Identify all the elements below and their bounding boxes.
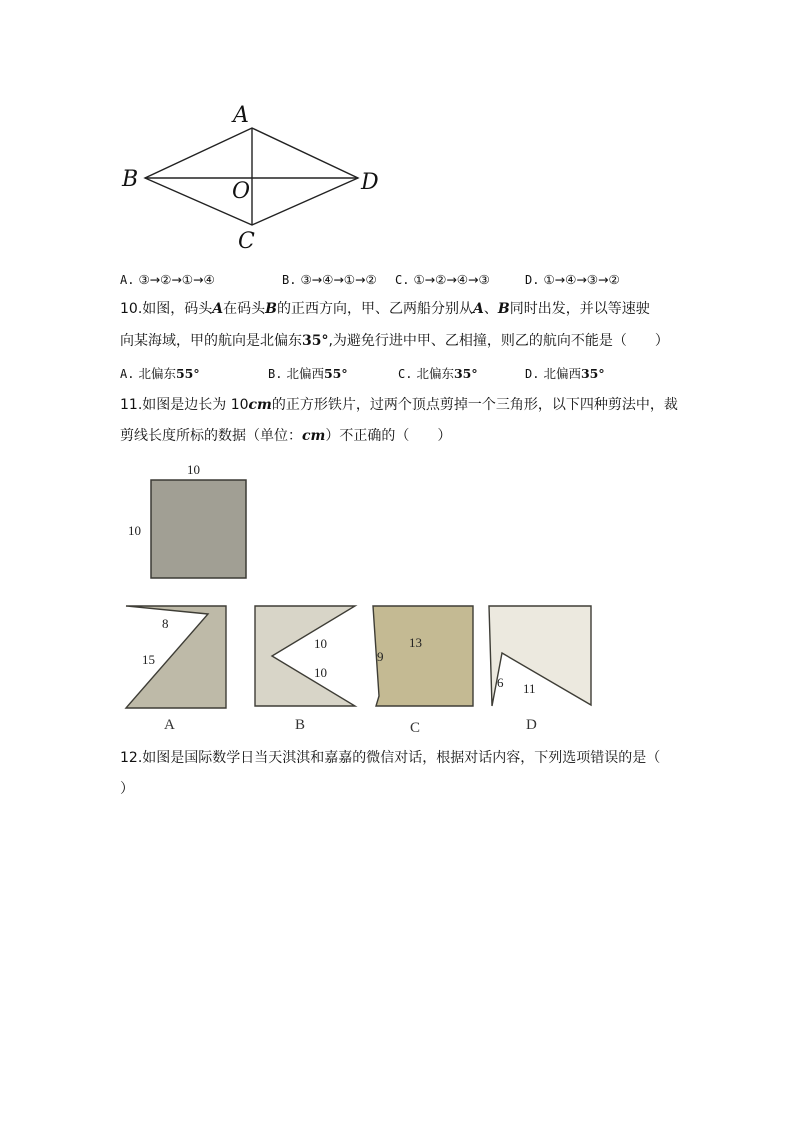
q10-line-1: 10.如图，码头A在码头B的正西方向，甲、乙两船分别从A、B同时出发，并以等速驶	[120, 301, 650, 317]
cut-figure-c	[368, 598, 483, 738]
label-b: B	[122, 167, 139, 192]
cut-figure-a	[118, 598, 233, 738]
q10-option-c: C. 北偏东35°	[398, 366, 478, 381]
cut-d-label-2: 11	[523, 681, 536, 696]
cut-shape-d	[489, 606, 591, 706]
square-left-label: 10	[128, 523, 141, 538]
q11-line-1: 11.如图是边长为 10cm的正方形铁片，过两个顶点剪掉一个三角形，以下四种剪法中，裁	[120, 397, 678, 413]
cut-c-label-1: 9	[377, 649, 384, 664]
q9-option-d: D. ①→④→③→②	[525, 272, 620, 287]
rhombus-figure	[110, 100, 400, 260]
cut-shape-b	[255, 606, 355, 706]
q9-option-c: C. ①→②→④→③	[395, 272, 490, 287]
q12-line-1: 12.如图是国际数学日当天淇淇和嘉嘉的微信对话，根据对话内容，下列选项错误的是（	[120, 750, 661, 766]
cut-shape-c	[373, 606, 473, 706]
label-o: O	[232, 179, 251, 204]
label-c: C	[238, 229, 255, 254]
q11-line-2: 剪线长度所标的数据（单位：cm）不正确的（ ）	[120, 428, 452, 444]
q10-option-d: D. 北偏西35°	[525, 366, 605, 381]
cut-d-caption: D	[526, 717, 537, 733]
cut-a-label-1: 8	[162, 616, 169, 631]
label-d: D	[361, 170, 379, 195]
q10-option-a: A. 北偏东55°	[120, 366, 200, 381]
cut-figure-d	[484, 598, 602, 738]
cut-shape-a	[126, 606, 226, 708]
cut-figure-b	[250, 598, 365, 738]
cut-b-label-2: 10	[314, 665, 327, 680]
q9-option-a: A. ③→②→①→④	[120, 272, 215, 287]
square-top-label: 10	[187, 462, 200, 477]
cut-b-label-1: 10	[314, 636, 327, 651]
q10-option-b: B. 北偏西55°	[268, 366, 348, 381]
cut-c-caption: C	[410, 720, 421, 736]
q10-line-2: 向某海域，甲的航向是北偏东35°,为避免行进中甲、乙相撞，则乙的航向不能是（ ）	[120, 333, 669, 349]
cut-c-label-2: 13	[409, 635, 422, 650]
cut-a-label-2: 15	[142, 652, 155, 667]
square-sheet-figure	[120, 458, 260, 583]
cut-a-caption: A	[164, 717, 175, 733]
cut-b-caption: B	[295, 717, 306, 733]
q9-option-b: B. ③→④→①→②	[282, 272, 377, 287]
square-sheet	[151, 480, 246, 578]
label-a: A	[233, 103, 249, 128]
cut-d-label-1: 6	[497, 675, 504, 690]
q12-line-2: ）	[120, 781, 134, 797]
